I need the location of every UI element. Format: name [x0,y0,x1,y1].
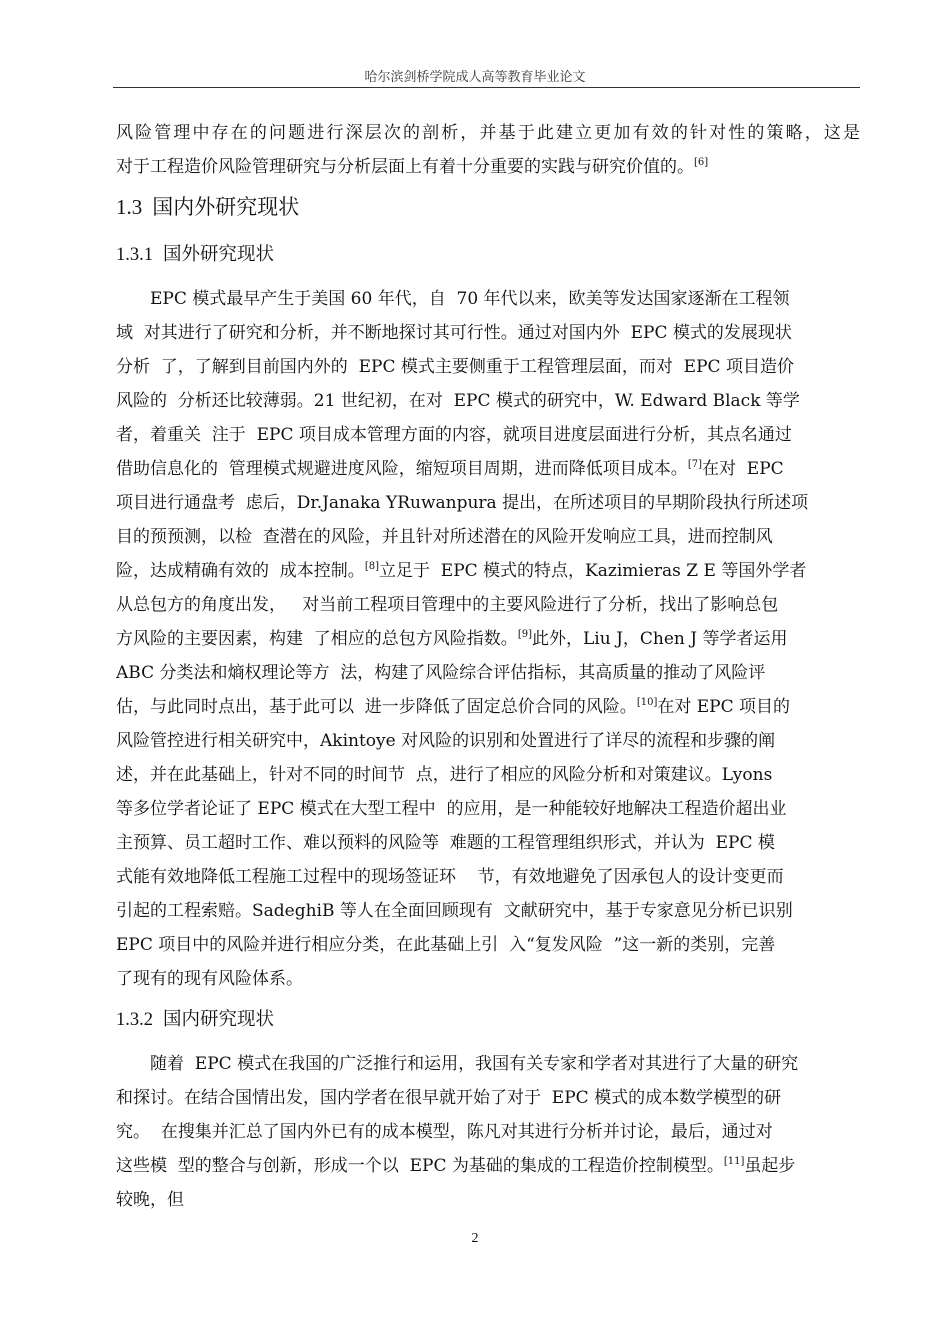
text-line: EPC 项目中的风险并进行相应分类，在此基础上引 入“复发风险 ”这一新的类别，完善 [116,935,776,955]
text-line: 目的预预测，以检 查潜在的风险，并且针对所述潜在的风险开发响应工具，进而控制风 [116,527,773,547]
intro-paragraph [116,116,860,184]
text-span: 虽起步 [744,1156,796,1176]
text-line: 风险的 分析还比较薄弱。21 世纪初，在对 EPC 模式的研究中，W. Edward Black 等学 [116,391,800,411]
text-line: 主预算、员工超时工作、难以预料的风险等 难题的工程管理组织形式，并认为 EPC 模 [116,833,775,853]
section-title: 国内研究现状 [163,1009,275,1030]
text-span: 立足于 EPC 模式的特点，Kazimieras Z E 等国外学者 [378,561,807,581]
section-title: 国外研究现状 [163,244,275,265]
text-line: 式能有效地降低工程施工过程中的现场签证环 节，有效地避免了因承包人的设计变更而 [116,867,784,887]
text-span: 在对 EPC 项目的 [657,697,791,717]
text-line: 和探讨。在结合国情出发，国内学者在很早就开始了对于 EPC 模式的成本数学模型的研 [116,1088,782,1108]
text-line [116,452,860,486]
citation-ref: [7] [687,459,702,470]
section-title: 国内外研究现状 [152,195,300,219]
text-span: 估，与此同时点出，基于此可以 进一步降低了固定总价合同的风险。 [116,697,637,717]
text-line: 风险管控进行相关研究中，Akintoye 对风险的识别和处置进行了详尽的流程和步骤的阐 [116,731,776,751]
section-number: 1.3.1 [116,245,153,265]
text-span: 此外，Liu J，Chen J 等学者运用 [531,629,788,649]
text-line: ABC 分类法和熵权理论等方 法，构建了风险综合评估指标，其高质量的推动了风险评 [116,663,766,683]
header-divider [113,87,860,88]
text-span: 在对 EPC [701,459,784,479]
running-header: 哈尔滨剑桥学院成人高等教育毕业论文 [364,70,586,85]
section-heading-1-3 [116,191,299,221]
text-span: 对于工程造价风险管理研究与分析层面上有着十分重要的实践与研究价值的。 [116,157,694,177]
citation-ref: [9] [517,629,532,640]
text-line: 引起的工程索赔。SadeghiB 等人在全面回顾现有 文献研究中，基于专家意见分析已识别 [116,901,793,921]
page-number: 2 [471,1231,479,1246]
text-line: 了现有的现有风险体系。 [116,969,303,989]
foreign-research-paragraph [116,282,860,996]
section-number: 1.3.2 [116,1010,153,1030]
text-span: 险，达成精确有效的 成本控制。 [116,561,365,581]
section-heading-1-3-1 [116,240,274,266]
citation-ref: [8] [364,561,379,572]
text-line: 从总包方的角度出发， 对当前工程项目管理中的主要风险进行了分析，找出了影响总包 [116,595,779,615]
text-span: 借助信息化的 管理模式规避进度风险，缩短项目周期，进而降低项目成本。 [116,459,688,479]
text-line: 等多位学者论证了 EPC 模式在大型工程中 的应用，是一种能较好地解决工程造价超出业 [116,799,787,819]
text-line [116,150,860,184]
text-span: 这些模 型的整合与创新，形成一个以 EPC 为基础的集成的工程造价控制模型。 [116,1156,724,1176]
text-line: 随着 EPC 模式在我国的广泛推行和运用，我国有关专家和学者对其进行了大量的研究 [150,1054,799,1074]
citation-ref: [10] [636,697,658,708]
citation-ref: [11] [723,1156,745,1167]
domestic-research-paragraph [116,1047,860,1217]
text-line [116,554,860,588]
text-line: EPC 模式最早产生于美国 60 年代，自 70 年代以来，欧美等发达国家逐渐在工程领 [150,289,790,309]
text-line: 究。 在搜集并汇总了国内外已有的成本模型，陈凡对其进行分析并讨论，最后，通过对 [116,1122,773,1142]
text-line: 风险管理中存在的问题进行深层次的剖析，并基于此建立更加有效的针对性的策略，这是 [116,123,860,143]
text-span: 方风险的主要因素，构建 了相应的总包方风险指数。 [116,629,518,649]
text-line: 分析 了，了解到目前国内外的 EPC 模式主要侧重于工程管理层面，而对 EPC 项目造价 [116,357,794,377]
text-line [116,622,860,656]
text-line [116,1149,860,1183]
text-line: 较晚，但 [116,1190,184,1210]
text-line: 项目进行通盘考 虑后，Dr.Janaka YRuwanpura 提出，在所述项目的早期阶段执行所述项 [116,493,809,513]
section-heading-1-3-2 [116,1005,274,1031]
section-number: 1.3 [116,195,143,219]
text-line: 述，并在此基础上，针对不同的时间节 点，进行了相应的风险分析和对策建议。Lyons [116,765,773,785]
citation-ref: [6] [694,157,709,168]
text-line: 者，着重关 注于 EPC 项目成本管理方面的内容，就项目进度层面进行分析，其点名通过 [116,425,792,445]
text-line [116,690,860,724]
text-line: 域 对其进行了研究和分析，并不断地探讨其可行性。通过对国内外 EPC 模式的发展现状 [116,323,792,343]
